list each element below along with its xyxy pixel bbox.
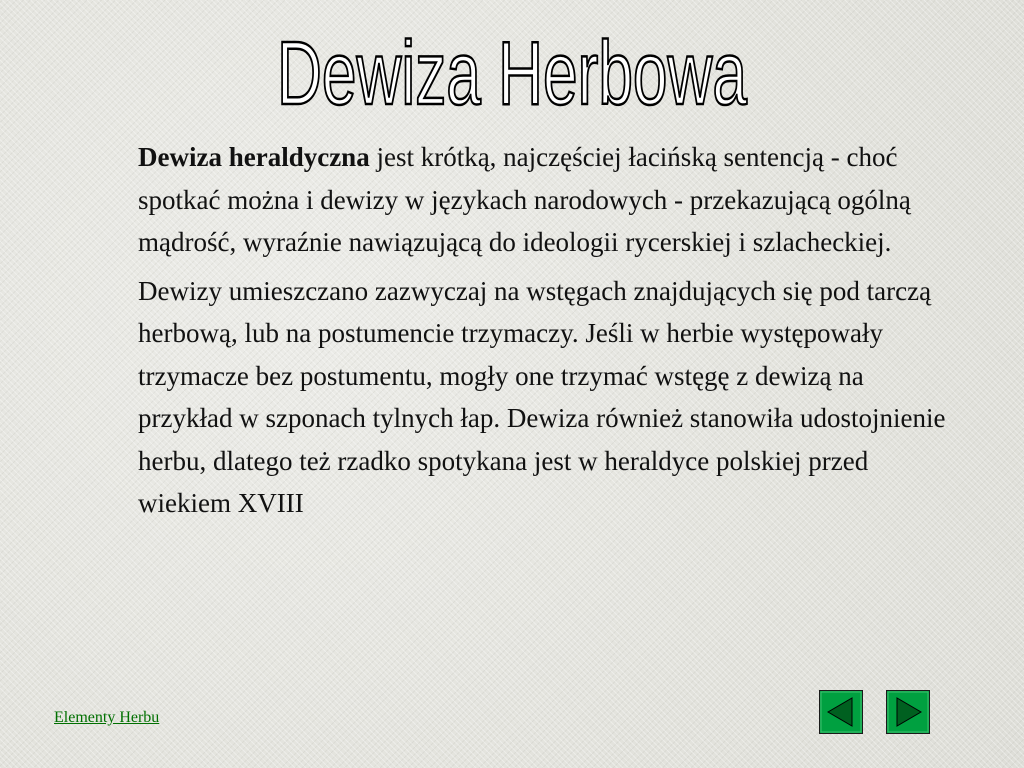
- elementy-herbu-link[interactable]: Elementy Herbu: [54, 709, 160, 726]
- slide-body: [138, 136, 958, 525]
- description-paragraph: Dewizy umieszczano zazwyczaj na wstęgach znajdujących się pod tarczą herbową, lub na postumencie trzymaczy. Jeśli w herbie występowały trzymacze bez postumentu, mogły one trzymać wstęgę z dewizą na przykład w szponach tylnych łap. Dewiza również stanowiła udostojnienie herbu, dlatego też rzadko spotykana jest w heraldyce polskiej przed wiekiem XVIII: [138, 275, 946, 518]
- previous-slide-button[interactable]: [819, 690, 863, 734]
- next-slide-button[interactable]: [886, 690, 930, 734]
- slide-title: [0, 22, 1024, 130]
- slide-title-text: Dewiza Herbowa: [277, 24, 748, 124]
- definition-paragraph: [138, 136, 958, 264]
- definition-text: jest krótką, najczęściej łacińską sentencją - choć spotkać można i dewizy w językach narodowych - przekazującą ogólną mądrość, wyraźnie nawiązującą do ideologii rycerskiej i szlacheckiej.: [138, 142, 911, 257]
- arrow-left-icon: [819, 690, 863, 734]
- definition-term: Dewiza heraldyczna: [138, 142, 370, 172]
- arrow-right-icon: [886, 690, 930, 734]
- title-outline-text: [252, 22, 772, 122]
